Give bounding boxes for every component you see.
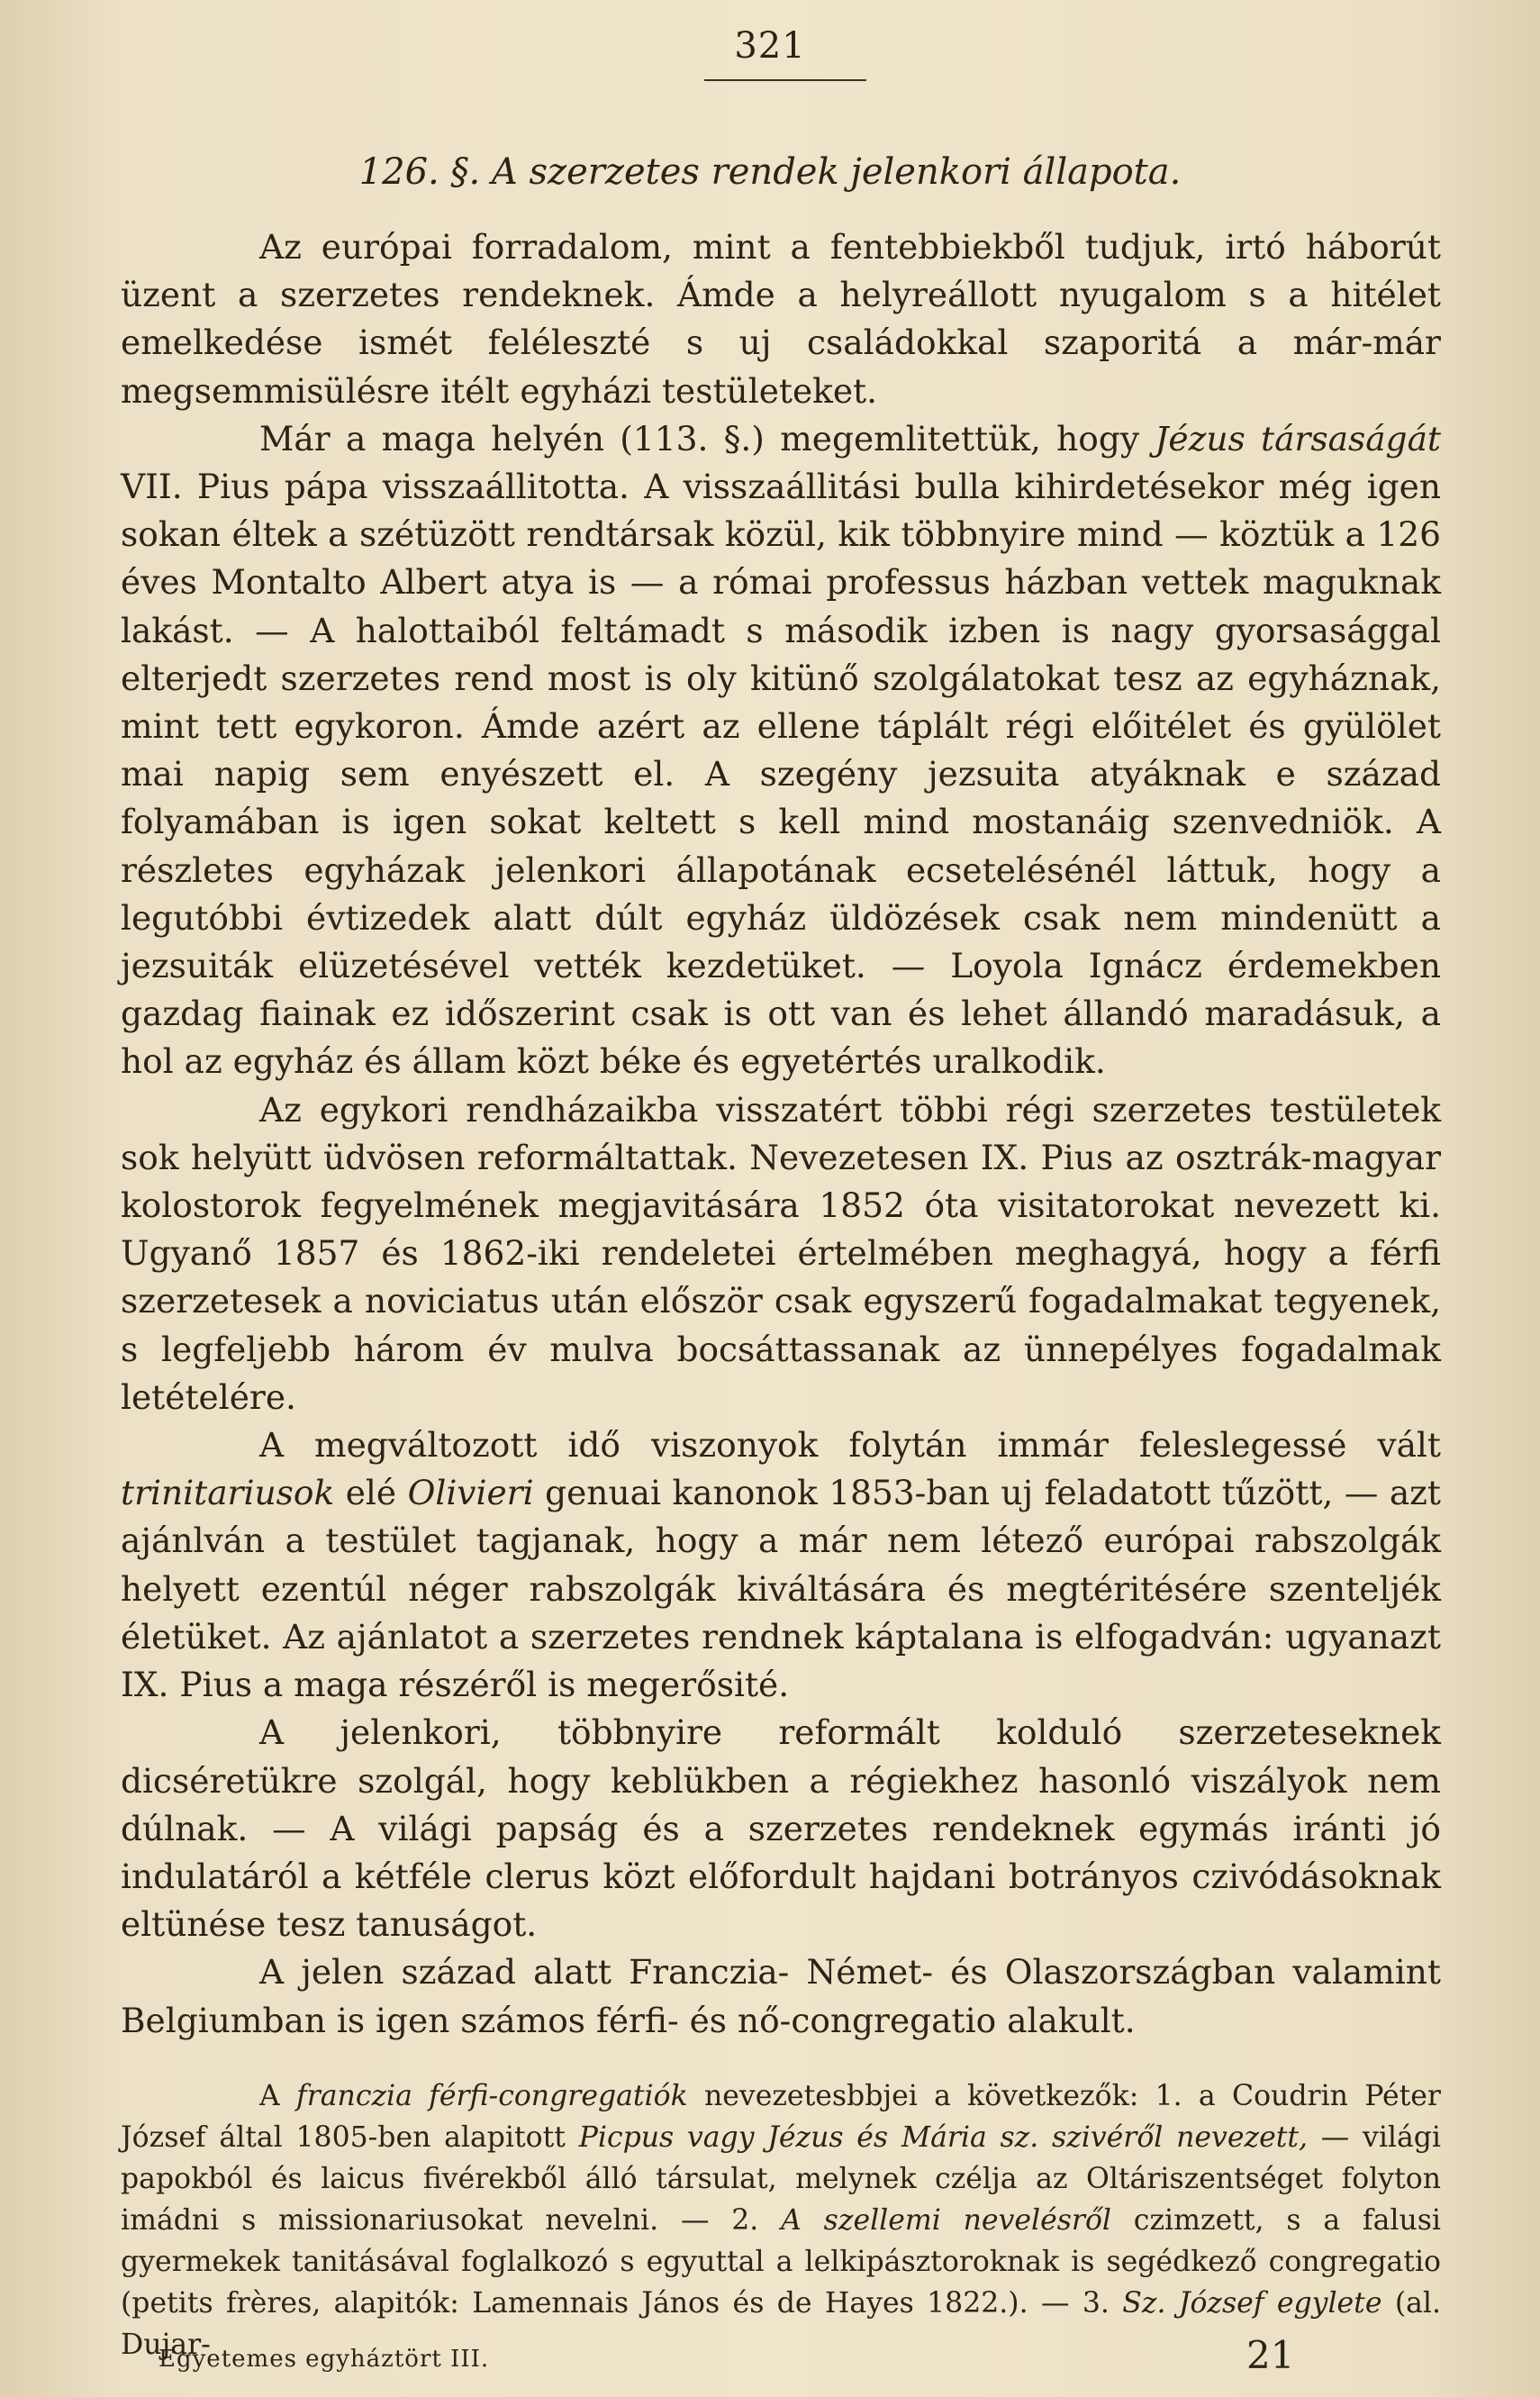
text-segment: elé bbox=[334, 1473, 408, 1513]
footer-signature-number: 21 bbox=[1246, 2333, 1295, 2377]
footnote-block bbox=[121, 2075, 1441, 2365]
text-segment: (al. Dujar- bbox=[121, 2287, 1441, 2361]
text-segment: — világi papokból és laicus fivérekből álló társulat, melynek czélja az Oltáriszentséget folyton imádni s missionariusokat nevelni. — 2. bbox=[121, 2121, 1441, 2237]
paragraph-3 bbox=[121, 1086, 1441, 1421]
italic-text-segment: franczia férfi-congregatiók bbox=[296, 2080, 688, 2112]
page-number: 321 bbox=[734, 25, 806, 67]
body-text bbox=[121, 223, 1441, 2045]
italic-text-segment: Olivieri bbox=[407, 1473, 534, 1513]
text-segment: czimzett, s a falusi gyermekek tanitásával foglalkozó s egyuttal a lelkipásztoroknak is segédkező congregatio (petits frères, alapitók: Lamennais János és de Hayes 1822.). — 3. bbox=[121, 2204, 1441, 2320]
italic-text-segment: trinitariusok bbox=[121, 1473, 335, 1513]
paragraph-6 bbox=[121, 1948, 1441, 2044]
footnote-paragraph bbox=[121, 2075, 1441, 2365]
text-segment: Az egykori rendházaikba visszatért többi régi szerzetes testületek sok helyütt üdvösen reformáltattak. Nevezetesen IX. Pius az osztrák-magyar kolostorok fegyelmének megjavitására 1852 óta visitatorokat nevezett ki. Ugyanő 1857 és 1862-iki rendeletei értelmében meghagyá, hogy a férfi szerzetesek a noviciatus után először csak egyszerű fogadalmakat tegyenek, s legfeljebb három év mulva bocsáttassanak az ünnepélyes fogadalmak letételére. bbox=[121, 1089, 1441, 1417]
paragraph-1 bbox=[121, 223, 1441, 415]
footer-book-title: Egyetemes egyháztört III. bbox=[159, 2346, 490, 2373]
page-number-rule bbox=[704, 79, 866, 81]
text-segment: genuai kanonok 1853-ban uj feladatott tűzött, — azt ajánlván a testület tagjanak, hogy a már nem létező európai rabszolgák helyett ezentúl néger rabszolgák kiváltására és megtéritésére szenteljék életüket. Az ajánlatot a szerzetes rendnek káptalana is elfogadván: ugyanazt IX. Pius a maga részéről is megerősité. bbox=[121, 1473, 1441, 1705]
paragraph-5 bbox=[121, 1709, 1441, 1948]
text-segment: Már a maga helyén (113. §.) megemlitettük, hogy bbox=[259, 418, 1155, 459]
italic-text-segment: Picpus vagy Jézus és Mária sz. szivéről nevezett, bbox=[578, 2121, 1309, 2154]
paragraph-4 bbox=[121, 1421, 1441, 1709]
italic-text-segment: A szellemi nevelésről bbox=[781, 2204, 1111, 2237]
text-segment: A jelen század alatt Franczia- Német- és Olaszországban valamint Belgiumban is igen számos férfi- és nő-congregatio alakult. bbox=[121, 1952, 1441, 2040]
text-segment: VII. Pius pápa visszaállitotta. A visszaállitási bulla kihirdetésekor még igen sokan éltek a szétüzött rendtársak közül, kik többnyire mind — köztük a 126 éves Montalto Albert atya is — a római professus házban vettek maguknak lakást. — A halottaiból feltámadt s második izben is nagy gyorsasággal elterjedt szerzetes rend most is oly kitünő szolgálatokat tesz az egyháznak, mint tett egykoron. Ámde azért az ellene táplált régi előitélet és gyülölet mai napig sem enyészett el. A szegény jezsuita atyáknak e század folyamában is igen sokat keltett s kell mind mostanáig szenvedniök. A részletes egyházak jelenkori állapotának ecsetelésénél láttuk, hogy a legutóbbi évtizedek alatt dúlt egyház üldözések csak nem mindenütt a jezsuiták elüzetésével vették kezdetüket. — Loyola Ignácz érdemekben gazdag fiainak ez időszerint csak is ott van és lehet állandó maradásuk, a hol az egyház és állam közt béke és egyetértés uralkodik. bbox=[121, 467, 1441, 1082]
text-segment: A jelenkori, többnyire reformált kolduló szerzeteseknek dicséretükre szolgál, hogy keblükben a régiekhez hasonló viszályok nem dúlnak. — A világi papság és a szerzetes rendeknek egymás iránti jó indulatáról a kétféle clerus közt előfordult hajdani botrányos czivódásoknak eltünése tesz tanuságot. bbox=[121, 1712, 1441, 1945]
text-segment: nevezetesbbjei a következők: 1. a Coudrin Péter József által 1805-ben alapitott bbox=[121, 2080, 1441, 2154]
paragraph-2 bbox=[121, 415, 1441, 1086]
section-heading: 126. §. A szerzetes rendek jelenkori állapota. bbox=[358, 151, 1182, 193]
text-segment: Az európai forradalom, mint a fentebbiekből tudjuk, irtó háborút üzent a szerzetes rendeknek. Ámde a helyreállott nyugalom s a hitélet emelkedése ismét feléleszté s uj családokkal szaporitá a már-már megsemmisülésre itélt egyházi testületeket. bbox=[121, 227, 1441, 411]
italic-text-segment: Jézus társaságát bbox=[1155, 418, 1441, 459]
italic-text-segment: Sz. József egylete bbox=[1122, 2287, 1382, 2320]
text-segment: A bbox=[259, 2080, 297, 2112]
text-segment: A megváltozott idő viszonyok folytán immár feleslegessé vált bbox=[259, 1425, 1441, 1466]
